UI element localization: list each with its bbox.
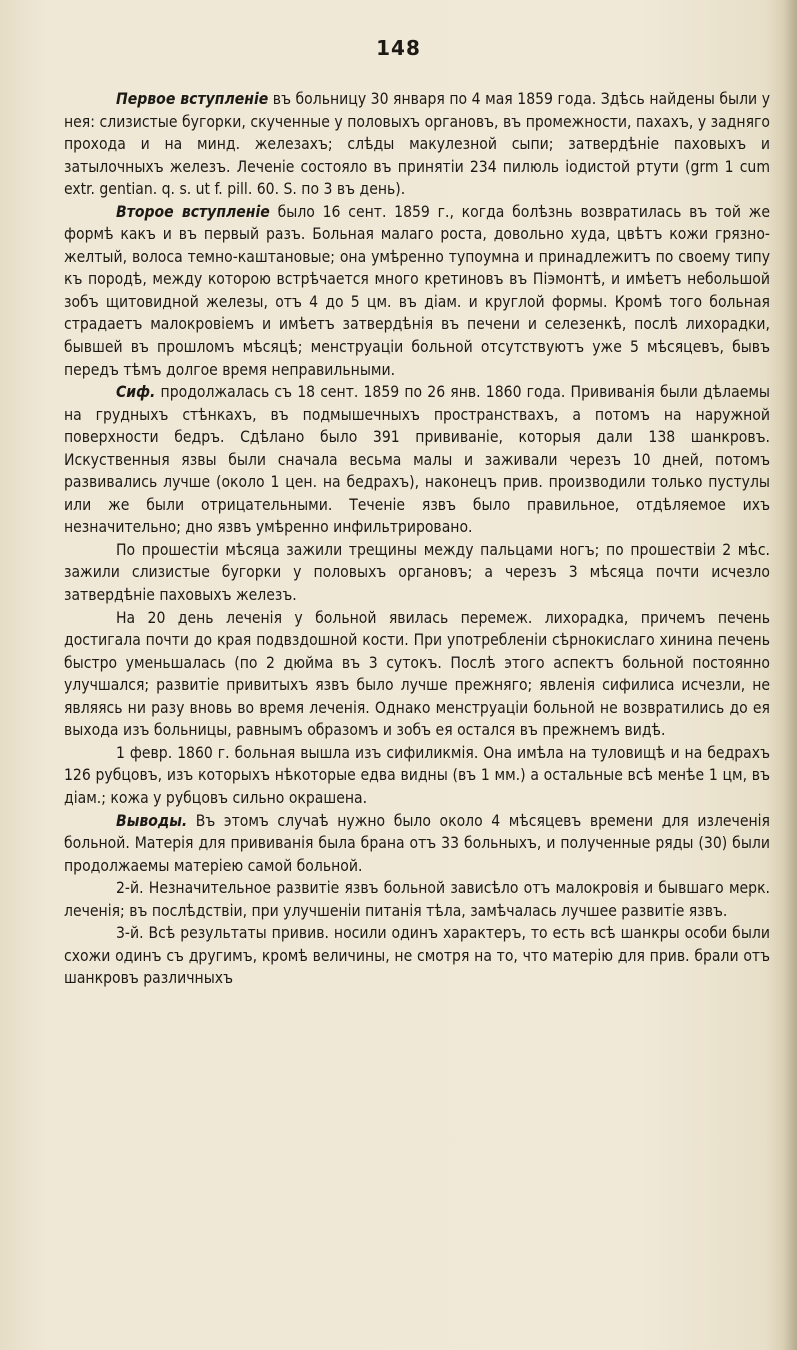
body-text [64, 88, 770, 990]
paragraph-text: На 20 день леченія у больной явилась перемеж. лихорадка, причемъ печень достигала почти до края подвздошной кости. При употребленіи сѣрнокислаго хинина печень быстро уменьшалась (по 2 дюйма въ 3 сутокъ. Послѣ этого аспектъ больной постоянно улучшался; развитіе привитыхъ язвъ было лучше прежняго; явленія сифилиса исчезли, не являясь ни разу вновь во время леченія. Однако менструаціи больной не возвратились до ея выхода изъ больницы, равнымъ образомъ и зобъ ея остался въ прежнемъ видѣ. [64, 608, 770, 740]
page-number: 148 [376, 36, 421, 60]
paragraph [64, 607, 770, 742]
paragraph [64, 539, 770, 607]
paragraph [64, 742, 770, 810]
paragraph [64, 810, 770, 878]
paragraph-lead: Сиф. [116, 383, 156, 402]
paragraph-text: 3-й. Всѣ результаты привив. носили одинъ характеръ, то есть всѣ шанкры особи были схожи одинъ съ другимъ, кромѣ величины, не смотря на то, что матерію для прив. брали отъ шанкровъ различныхъ [64, 924, 770, 988]
paragraph-text: было 16 сент. 1859 г., когда болѣзнь возвратилась въ той же формѣ какъ и въ первый разъ. Больная малаго роста, довольно худа, цвѣтъ кожи грязно-желтый, волоса темно-каштановые; она умѣренно тупоумна и принадлежитъ по своему типу къ породѣ, между которою встрѣчается много кретиновъ въ Піэмонтѣ, и имѣетъ небольшой зобъ щитовидной железы, отъ 4 до 5 цм. въ діам. и круглой формы. Кромѣ того больная страдаетъ малокровіемъ и имѣетъ затвердѣнія въ печени и селезенкѣ, послѣ лихорадки, бывшей въ прошломъ мѣсяцѣ; менструаціи больной отсутствуютъ уже 5 мѣсяцевъ, бывъ передъ тѣмъ долгое время неправильными. [64, 202, 770, 379]
paragraph-lead: Выводы. [116, 811, 188, 830]
page-edge-shadow [783, 0, 797, 1350]
paragraph-text: продолжалась съ 18 сент. 1859 по 26 янв. 1860 года. Прививанія были дѣлаемы на грудныхъ стѣнкахъ, въ подмышечныхъ пространствахъ, а потомъ на наружной поверхности бедръ. Сдѣлано было 391 прививаніе, которыя дали 138 шанкровъ. Искуственныя язвы были сначала весьма малы и заживали черезъ 10 дней, потомъ развивались лучше (около 1 цен. на бедрахъ), наконецъ прив. производили только пустулы или же были отрицательными. Теченіе язвъ было правильное, отдѣляемое ихъ незначительно; дно язвъ умѣренно инфильтрировано. [64, 383, 770, 537]
paragraph-lead: Второе вступленіе [116, 202, 270, 221]
paragraph [64, 88, 770, 201]
paragraph-text: По прошестіи мѣсяца зажили трещины между пальцами ногъ; по прошествіи 2 мѣс. зажили слизистые бугорки у половыхъ органовъ; а черезъ 3 мѣсяца почти исчезло затвердѣніе паховыхъ железъ. [64, 540, 770, 605]
paragraph [64, 877, 770, 922]
paragraph-lead: Первое вступленіе [116, 90, 269, 108]
paragraph-text: 1 февр. 1860 г. больная вышла изъ сифиликмія. Она имѣла на туловищѣ и на бедрахъ 126 рубцовъ, изъ которыхъ нѣкоторые едва видны (въ 1 мм.) а остальные всѣ менѣе 1 цм, въ діам.; кожа у рубцовъ сильно окрашена. [64, 743, 770, 807]
paragraph [64, 381, 770, 539]
paragraph-text: 2-й. Незначительное развитіе язвъ больной зависѣло отъ малокровія и бывшаго мерк. леченія; въ послѣдствіи, при улучшеніи питанія тѣла, замѣчалась лучшее развитіе язвъ. [64, 879, 770, 920]
paragraph-text: въ больницу 30 января по 4 мая 1859 года. Здѣсь найдены были у нея: слизистые бугорки, скученные у половыхъ органовъ, въ промежности, пахахъ, у задняго прохода и на минд. железахъ; слѣды макулезной сыпи; затвердѣніе паховыхъ и затылочныхъ железъ. Леченіе состояло въ принятіи 234 пилюль іодистой ртути (grm 1 cum extr. gentian. q. s. ut f. pill. 60. S. по 3 въ день). [64, 90, 770, 199]
paragraph-text: Въ этомъ случаѣ нужно было около 4 мѣсяцевъ времени для излеченія больной. Матерія для прививанія была брана отъ 33 больныхъ, и полученные ряды (30) были продолжаемы матеріею самой больной. [64, 811, 770, 875]
paragraph [64, 201, 770, 381]
paragraph [64, 922, 770, 990]
